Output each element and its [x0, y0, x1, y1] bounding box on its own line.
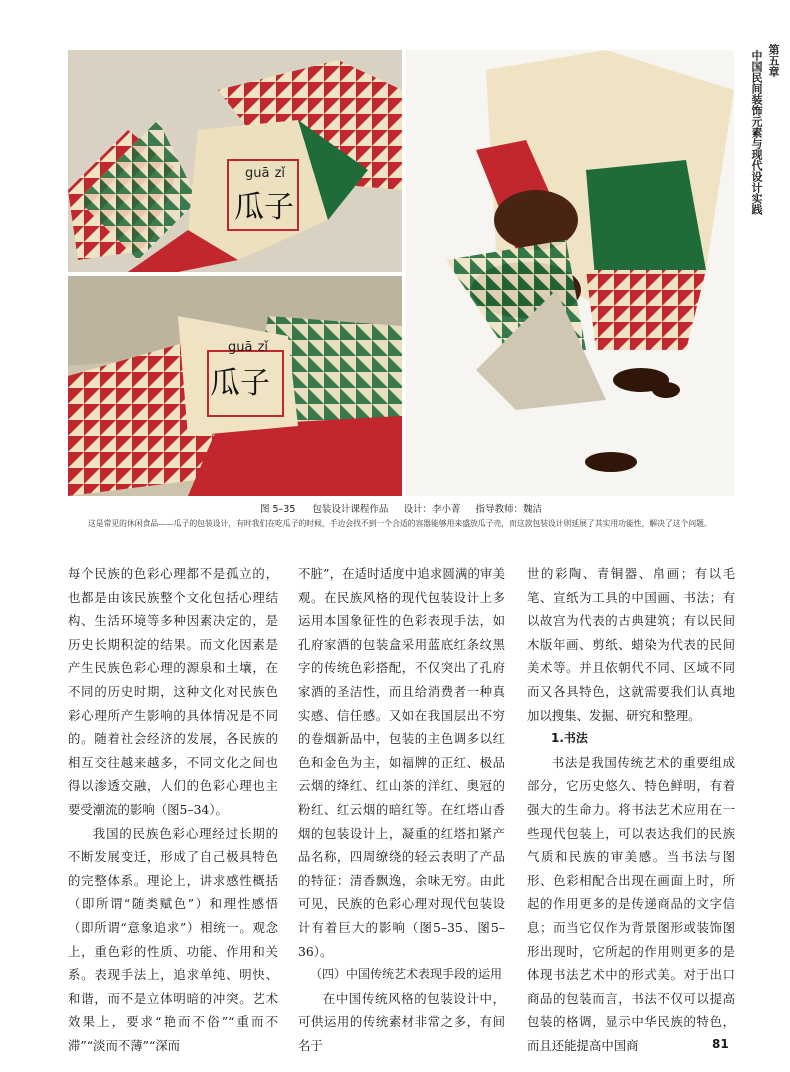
chapter-side-header	[750, 44, 780, 215]
text-column-3	[527, 562, 735, 1057]
product-name-label: 瓜子	[234, 190, 294, 225]
paragraph: 不脏”，在适时适度中追求圆满的审美观。在民族风格的现代包装设计上多运用本国象征性的色彩表现手法，如孔府家酒的包装盒采用蓝底红条纹黑字的传统色彩搭配，不仅突出了孔府家酒的圣洁性，而且给消费者一种真实感、信任感。又如在我国层出不穷的卷烟新品中，包装的主色调多以红色和金色为主，如福牌的正红、极品云烟的绛红、红山茶的洋红、奥冠的粉红、红云烟的暗红等。在红塔山香烟的包装设计上，凝重的红塔扣紧产品名称，四周缭绕的轻云表明了产品的特征：清香飘逸，余味无穷。由此可见，民族的色彩心理对现代包装设计有着巨大的影响（图5–35、图5–36）。	[298, 566, 505, 959]
pinyin-gua: guā	[245, 166, 270, 181]
section-heading: 1.书法	[551, 731, 588, 746]
paragraph: 我国的民族色彩心理经过长期的不断发展变迁，形成了自己极具特色的完整体系。理论上，讲求感性概括（即所谓“随类赋色”）和理性感悟（即所谓“意象追求”）相统一。观念上，重色彩的性质、功能、作用和关系。表现手法上，追求单纯、明快、和谐，而不是立体明暗的冲突。艺术效果上，要求“艳而不俗”“重而不滞”“淡而不薄”“深而	[68, 825, 278, 1053]
figure-caption	[68, 501, 734, 515]
packaging-photo-top-left	[68, 50, 402, 272]
packaging-photo-right	[406, 50, 734, 496]
pinyin-gua: guā	[228, 340, 253, 355]
paragraph: 世的彩陶、青铜器、帛画；有以毛笔、宣纸为工具的中国画、书法；有以故宫为代表的古典建筑；有以民间木版年画、剪纸、蜡染为代表的民间美术等。并且依朝代不同、区域不同而又各具特色，这就需要我们认真地加以搜集、发掘、研究和整理。	[527, 566, 735, 723]
figure-note: 这是常见的休闲食品——瓜子的包装设计，有时我们在吃瓜子的时候，手边会找不到一个合适的容器能够用来盛放瓜子壳，而这款包装设计则延展了其实用功能性，解决了这个问题。	[88, 519, 712, 528]
paragraph: 书法是我国传统艺术的重要组成部分，它历史悠久、特色鲜明，有着强大的生命力。将书法艺术应用在一些现代包装上，可以表达我们的民族气质和民族的审美感。当书法与图形、色彩相配合出现在画面上时，所起的作用更多的是传递商品的文字信息；而当它仅作为背景图形或装饰图形出现时，它所起的作用则更多的是体现书法艺术中的形式美。对于出口商品的包装而言，书法不仅可以提高包装的格调，显示中华民族的特色，而且还能提高中国商	[527, 754, 735, 1053]
paragraph: 在中国传统风格的包装设计中，可供运用的传统素材非常之多，有间名于	[298, 990, 505, 1053]
chapter-title: 中国民间装饰元素与现代设计实践	[750, 50, 763, 215]
figure-number: 图 5–35	[259, 504, 296, 515]
chapter-number: 第五章	[767, 44, 780, 77]
section-heading: （四）中国传统艺术表现手段的运用	[310, 967, 503, 982]
figure-designer: 设计：李小菁	[403, 504, 461, 515]
text-column-2	[298, 562, 505, 1057]
text-column-1	[68, 562, 278, 1057]
packaging-photo-bottom-left	[68, 276, 402, 496]
product-name-label: 瓜子	[210, 366, 270, 401]
page-number: 81	[712, 1037, 729, 1051]
figure-advisor: 指导教师：魏洁	[475, 504, 543, 515]
pinyin-zi: zǐ	[274, 166, 285, 181]
figure-title: 包装设计课程作品	[312, 504, 389, 515]
pinyin-zi: zǐ	[257, 340, 268, 355]
paragraph: 每个民族的色彩心理都不是孤立的，也都是由该民族整个文化包括心理结构、生活环境等多种因素决定的，是历史长期积淀的结果。而文化因素是产生民族色彩心理的源泉和土壤，在不同的历史时期，这种文化对民族色彩心理所产生影响的具体情况是不同的。随着社会经济的发展，各民族的相互交往越来越多，不同文化之间也得以渗透交融，人们的色彩心理也主要受潮流的影响（图5–34）。	[68, 566, 278, 817]
